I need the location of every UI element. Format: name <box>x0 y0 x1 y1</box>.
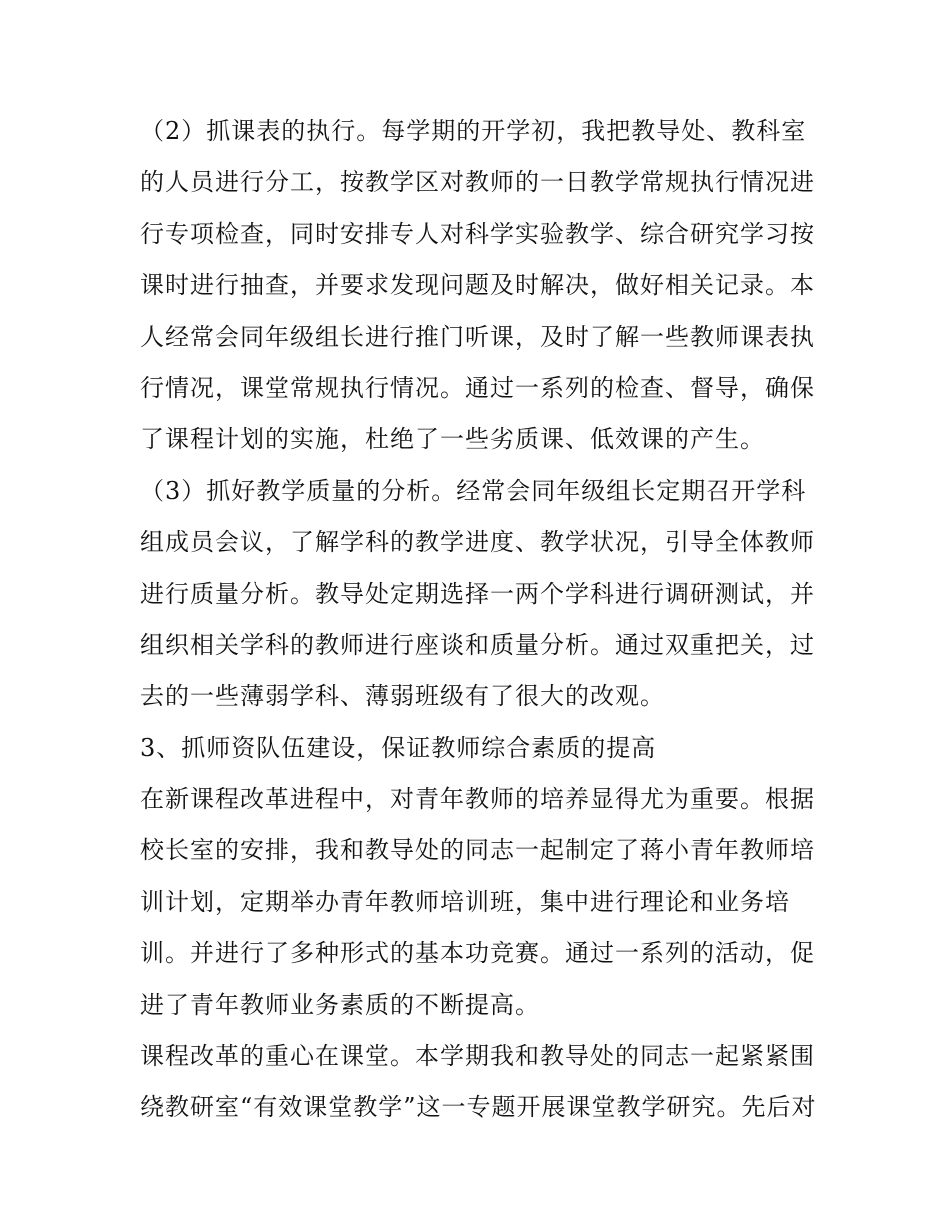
text-line: 训。并进行了多种形式的基本功竞赛。通过一系列的活动，促 <box>140 939 815 968</box>
text-line: 组成员会议，了解学科的教学进度、教学状况，引导全体教师 <box>140 528 815 557</box>
text-line: 行专项检查，同时安排专人对科学实验教学、综合研究学习按 <box>140 219 815 248</box>
text-line: 的人员进行分工，按教学区对教师的一日教学常规执行情况进 <box>140 168 815 197</box>
text-line: 课时进行抽查，并要求发现问题及时解决，做好相关记录。本 <box>140 271 815 300</box>
text-line: 行情况，课堂常规执行情况。通过一系列的检查、督导，确保 <box>140 373 815 402</box>
text-line: 进行质量分析。教导处定期选择一两个学科进行调研测试，并 <box>140 579 815 608</box>
text-line: （3）抓好教学质量的分析。经常会同年级组长定期召开学科 <box>140 476 807 505</box>
text-line: 绕教研室“有效课堂教学”这一专题开展课堂教学研究。先后对 <box>140 1093 817 1122</box>
text-line: 人经常会同年级组长进行推门听课，及时了解一些教师课表执 <box>140 322 815 351</box>
text-line: 在新课程改革进程中，对青年教师的培养显得尤为重要。根据 <box>140 785 815 814</box>
text-line: 课程改革的重心在课堂。本学期我和教导处的同志一起紧紧围 <box>140 1042 815 1071</box>
text-line: （2）抓课表的执行。每学期的开学初，我把教导处、教科室 <box>140 117 807 145</box>
document-body <box>140 106 815 1134</box>
text-line: 去的一些薄弱学科、薄弱班级有了很大的改观。 <box>140 682 665 711</box>
text-line: 训计划，定期举办青年教师培训班，集中进行理论和业务培 <box>140 887 790 916</box>
text-line: 校长室的安排，我和教导处的同志一起制定了蒋小青年教师培 <box>140 836 815 865</box>
text-line: 了课程计划的实施，杜绝了一些劣质课、低效课的产生。 <box>140 425 765 454</box>
section-heading: 3、抓师资队伍建设，保证教师综合素质的提高 <box>140 733 657 762</box>
text-line: 进了青年教师业务素质的不断提高。 <box>140 990 540 1019</box>
text-line: 组织相关学科的教师进行座谈和质量分析。通过双重把关，过 <box>140 630 815 659</box>
